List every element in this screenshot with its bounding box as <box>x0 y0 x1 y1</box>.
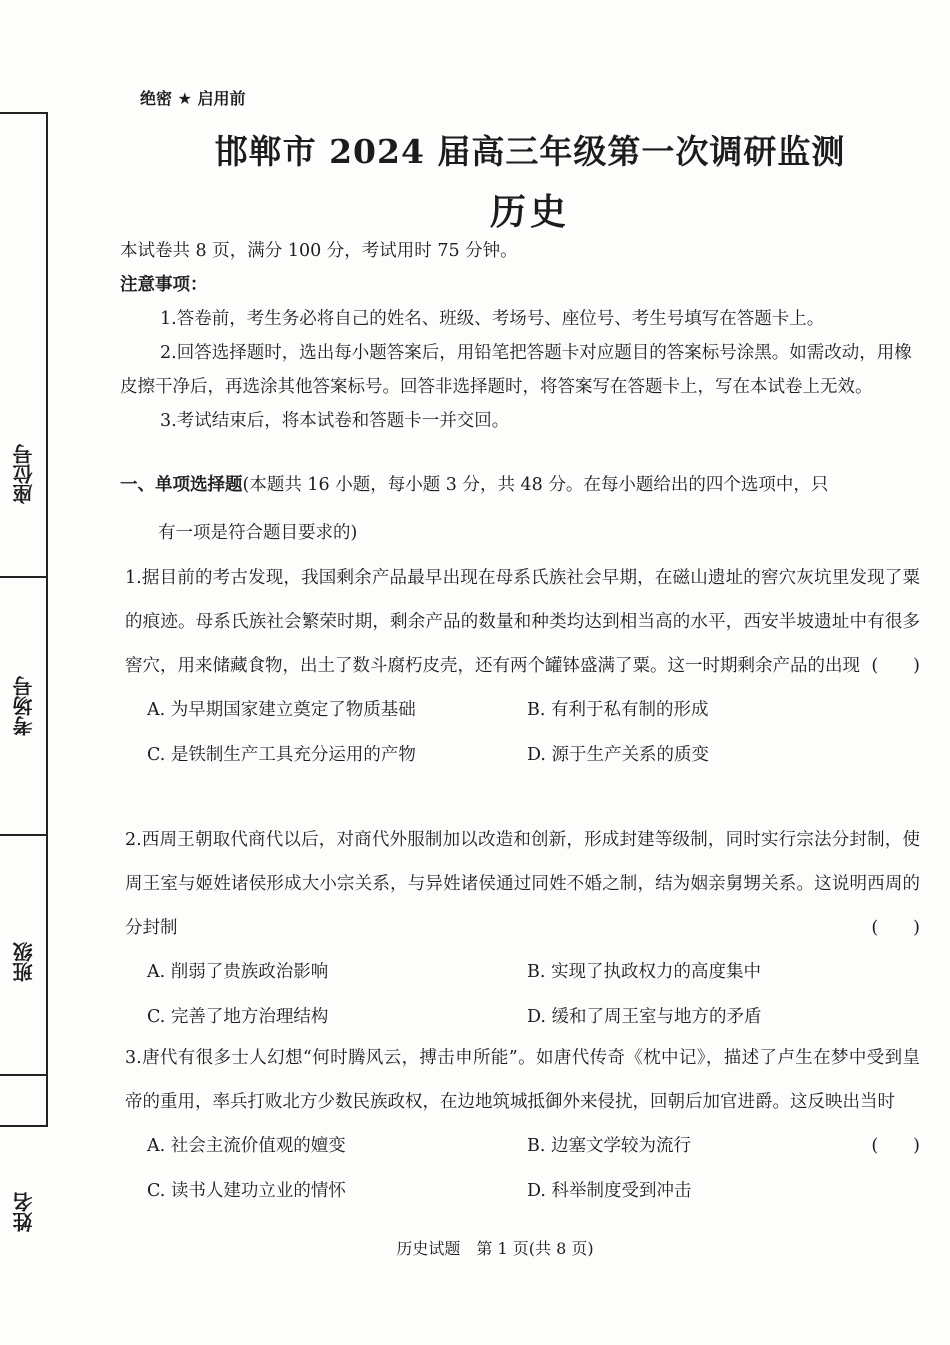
name-label: 姓名 <box>12 1192 36 1232</box>
answer-paren: ( ) <box>871 656 920 676</box>
note-3: 3.考试结束后，将本试卷和答题卡一并交回。 <box>160 411 510 431</box>
section-desc-2: 有一项是符合题目要求的) <box>158 523 358 543</box>
option-b: B. 边塞文学较为流行 <box>527 1136 691 1156</box>
question-1 <box>125 556 920 778</box>
subject-title: 历史 <box>489 191 570 233</box>
seat-number-label: 座位号 <box>12 444 36 504</box>
option-c: C. 读书人建功立业的情怀 <box>147 1181 346 1201</box>
question-stem: 3.唐代有很多士人幻想“何时腾风云，搏击申所能”。如唐代传奇《枕中记》，描述了卢生在梦中受到皇帝的重用，率兵打败北方少数民族政权，在边地筑城抵御外来侵扰，回朝后加官进爵。这反映出当时 ( ) <box>125 1036 920 1124</box>
exam-room-label: 考场号 <box>12 676 36 736</box>
options <box>125 1124 871 1214</box>
instructions <box>120 234 920 438</box>
confidential-mark: 绝密 ★ 启用前 <box>140 89 246 108</box>
options <box>125 688 920 778</box>
option-d: D. 源于生产关系的质变 <box>527 745 710 765</box>
option-a: A. 削弱了贵族政治影响 <box>147 962 329 982</box>
option-b: B. 实现了执政权力的高度集中 <box>527 962 761 982</box>
section-title: 一、单项选择题 <box>120 475 243 495</box>
option-b: B. 有利于私有制的形成 <box>527 700 709 720</box>
binding-strip <box>0 112 48 1232</box>
exam-title: 邯郸市 2024 届高三年级第一次调研监测 <box>214 132 846 171</box>
options <box>125 950 920 1040</box>
answer-paren: ( ) <box>871 1136 920 1156</box>
option-d: D. 科举制度受到冲击 <box>527 1181 692 1201</box>
class-label: 班级 <box>12 942 36 982</box>
question-3 <box>125 1036 920 1214</box>
notice-title: 注意事项： <box>120 275 208 295</box>
page-footer: 历史试题 第 1 页(共 8 页) <box>396 1239 594 1258</box>
answer-paren: ( ) <box>871 918 920 938</box>
option-d: D. 缓和了周王室与地方的矛盾 <box>527 1007 762 1027</box>
option-a: A. 社会主流价值观的嬗变 <box>147 1136 346 1156</box>
exam-info: 本试卷共 8 页，满分 100 分，考试用时 75 分钟。 <box>120 241 518 261</box>
option-c: C. 完善了地方治理结构 <box>147 1007 329 1027</box>
note-2: 2.回答选择题时，选出每小题答案后，用铅笔把答题卡对应题目的答案标号涂黑。如需改动，用橡皮擦干净后，再选涂其他答案标号。回答非选择题时，将答案写在答题卡上，写在本试卷上无效。 <box>120 343 912 397</box>
option-c: C. 是铁制生产工具充分运用的产物 <box>147 745 416 765</box>
question-stem: 2.西周王朝取代商代以后，对商代外服制加以改造和创新，形成封建等级制，同时实行宗法分封制，使周王室与姬姓诸侯形成大小宗关系，与异姓诸侯通过同姓不婚之制，结为姻亲舅甥关系。这说明西周的分封制 ( ) <box>125 818 920 950</box>
question-stem: 1.据目前的考古发现，我国剩余产品最早出现在母系氏族社会早期，在磁山遗址的窖穴灰坑里发现了粟的痕迹。母系氏族社会繁荣时期，剩余产品的数量和种类均达到相当高的水平，西安半坡遗址中有很多窖穴，用来储藏食物，出土了数斗腐朽皮壳，还有两个罐钵盛满了粟。这一时期剩余产品的出现 ( ) <box>125 556 920 688</box>
section-desc: (本题共 16 小题，每小题 3 分，共 48 分。在每小题给出的四个选项中，只 <box>242 475 829 495</box>
option-a: A. 为早期国家建立奠定了物质基础 <box>147 700 416 720</box>
section-header <box>120 468 920 550</box>
question-2 <box>125 818 920 1040</box>
note-1: 1.答卷前，考生务必将自己的姓名、班级、考场号、座位号、考生号填写在答题卡上。 <box>160 309 825 329</box>
